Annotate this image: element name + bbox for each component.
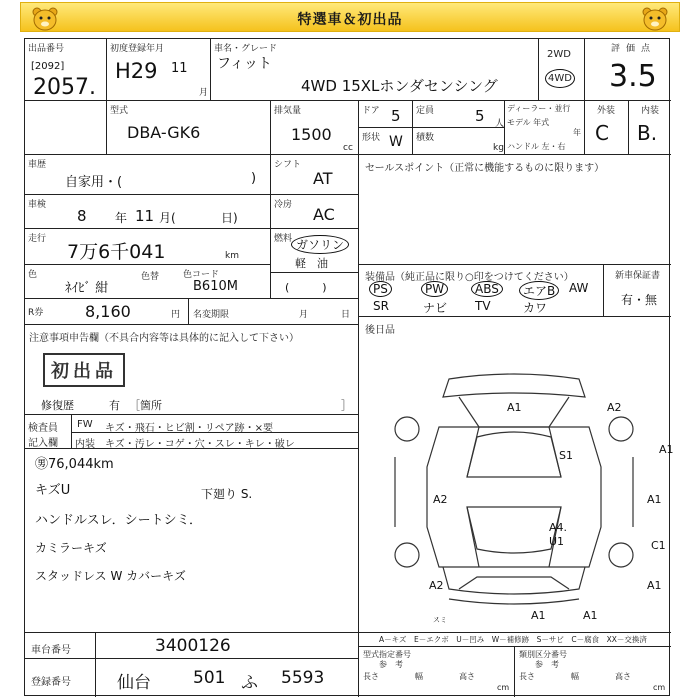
- doors-label: ドア: [362, 106, 380, 116]
- load-label: 積数: [416, 133, 435, 143]
- plate-number: 5593: [281, 668, 325, 688]
- model-year-label: モデル 年式: [507, 118, 550, 127]
- color-label: 色: [28, 270, 38, 280]
- displacement-cell: [271, 101, 359, 155]
- fuel-label: 燃料: [274, 234, 293, 244]
- page-title: 特選車＆初出品: [297, 12, 403, 28]
- name-change-label: 名変期限: [193, 310, 230, 320]
- capacity-label: 定員: [416, 106, 435, 116]
- name-change-cell: [189, 299, 359, 325]
- mileage-cell: [25, 229, 271, 265]
- mascot-bear-icon: [641, 7, 669, 31]
- model-value: DBA-GK6: [127, 123, 201, 142]
- plate-kana: ふ: [241, 673, 258, 693]
- mark-c1: C1: [651, 539, 666, 552]
- int-label: 内装: [641, 106, 660, 116]
- shape-value: W: [389, 134, 403, 150]
- warranty-label: 新車保証書: [615, 271, 661, 281]
- repair-label: 修復歴: [41, 399, 74, 412]
- capacity-value: 5: [475, 107, 485, 125]
- fuel-value: ガソリン: [291, 235, 349, 254]
- handle-label: ハンドル 左・右: [507, 142, 566, 151]
- header-banner: [20, 2, 680, 32]
- equip-leather: カワ: [523, 301, 548, 315]
- dim-cm: cm: [497, 683, 510, 692]
- class-dim-cm: cm: [653, 683, 666, 692]
- class-label: 類別区分番号: [519, 650, 567, 659]
- mark-a2-top: A2: [607, 401, 622, 414]
- sales-label: セールスポイント（正常に機能するものに限ります）: [365, 163, 605, 174]
- remark-line: キズU: [35, 483, 71, 498]
- fw-items: キズ・飛石・ヒビ割・リペア跡・×要: [105, 423, 273, 434]
- fuel-sub: 軽 油: [295, 257, 328, 270]
- remarks-cell: [25, 449, 359, 633]
- inspection-month: 11: [135, 207, 155, 225]
- load-cell: [413, 128, 505, 155]
- int-score: B.: [637, 121, 658, 145]
- shape-label: 形状: [362, 133, 381, 143]
- spec-ref: 参 考: [379, 660, 403, 669]
- drive-4wd: 4WD: [545, 69, 575, 88]
- color-change-label: 色替: [141, 272, 160, 282]
- lot-code: [2092]: [31, 61, 65, 72]
- shift-label: シフト: [274, 160, 302, 170]
- plate-label: 登録番号: [31, 677, 71, 688]
- lot-number: 2057.: [33, 75, 96, 100]
- plate-region: 仙台: [117, 673, 151, 693]
- history-close: ): [251, 171, 257, 186]
- mark-a1-right-top: A1: [659, 443, 674, 456]
- ext-label: 外装: [597, 106, 616, 116]
- mark-a1-top: A1: [507, 401, 522, 414]
- history-cell: [25, 155, 271, 195]
- displacement-value: 1500: [291, 125, 332, 144]
- mark-a1-bot1: A1: [531, 609, 546, 622]
- capacity-cell: [413, 101, 505, 128]
- undercarriage-remark: 下廻り S.: [201, 487, 253, 501]
- rear-seat-label: 後日品: [365, 325, 395, 336]
- first-reg-month: 11: [171, 61, 188, 76]
- year-unit: 年: [573, 128, 581, 137]
- recycle-cell: [25, 299, 189, 325]
- repair-paren: ［箇所: [129, 399, 162, 412]
- mark-s1: S1: [559, 449, 573, 462]
- doors-value: 5: [391, 107, 401, 125]
- score-value: 3.5: [609, 59, 657, 94]
- history-value: 自家用・(: [65, 175, 123, 190]
- mileage-value: 7万6千041: [67, 241, 166, 263]
- frame-number: 3400126: [155, 636, 231, 656]
- ac-label: 冷房: [274, 200, 293, 210]
- car-grade: 4WD 15XLホンダセンシング: [301, 77, 498, 95]
- remark-line: ㊚76,044km: [35, 457, 114, 472]
- displacement-unit: cc: [343, 143, 353, 153]
- capacity-unit: 人: [495, 119, 505, 129]
- recycle-label: R券: [28, 308, 44, 318]
- class-dim-width: 幅: [571, 672, 579, 681]
- dim-height: 高さ: [459, 672, 475, 681]
- equip-navi: ナビ: [423, 301, 448, 315]
- equip-aw: AW: [569, 281, 589, 295]
- dealer-cell: [505, 101, 585, 155]
- mark-a4-u1: A4. U1: [549, 521, 568, 548]
- auction-sheet: [24, 38, 674, 696]
- shape-cell: [359, 128, 413, 155]
- mileage-unit: km: [225, 251, 239, 261]
- class-cell: [515, 647, 671, 697]
- warranty-value: 有・無: [621, 293, 658, 307]
- ac-cell: [271, 195, 359, 229]
- class-dim-length: 長さ: [519, 672, 535, 681]
- dim-width: 幅: [415, 672, 423, 681]
- equipment-label: 装備品（純正品に限り○印をつけてください）: [365, 272, 574, 283]
- color-cell: [25, 265, 271, 299]
- model-label: 型式: [110, 106, 129, 116]
- mark-a1-bot2: A1: [583, 609, 598, 622]
- lot-number-cell: [25, 39, 107, 101]
- score-cell: [585, 39, 671, 101]
- mileage-label: 走行: [28, 234, 47, 244]
- class-ref: 参 考: [535, 660, 559, 669]
- shift-cell: [271, 155, 359, 195]
- equip-pw: PW: [421, 281, 448, 297]
- frame-label: 車台番号: [31, 645, 71, 656]
- remark-line: カミラーキズ: [35, 541, 107, 555]
- first-reg-year: H29: [115, 59, 158, 83]
- first-reg-label: 初度登録年月: [110, 44, 165, 54]
- notes-label: 注意事項申告欄（不具合内容等は具体的に記入して下さい）: [29, 333, 299, 344]
- blank-cell: [25, 101, 107, 155]
- fw-label: FW: [77, 419, 93, 430]
- recycle-unit: 円: [171, 310, 181, 320]
- damage-legend: A－キズ E－エクボ U－凹み W－補修跡 S－サビ C－腐食 XX－交換済: [379, 635, 647, 644]
- first-reg-month-unit: 月: [199, 88, 209, 98]
- first-registration-cell: [107, 39, 211, 101]
- equip-airbag: エアB: [519, 281, 559, 300]
- recycle-value: 8,160: [85, 302, 131, 321]
- frame-cell: [25, 633, 359, 659]
- remark-line: ハンドルスレ．シートシミ．: [35, 513, 203, 528]
- lot-label: 出品番号: [28, 44, 65, 54]
- load-unit: kg: [493, 143, 504, 153]
- plate-class: 501: [193, 668, 226, 688]
- plate-cell: [25, 659, 359, 697]
- mark-a1-right-bot: A1: [647, 579, 662, 592]
- score-label: 評価点: [611, 44, 657, 54]
- fuel-cell: [271, 229, 359, 273]
- inspection-label: 車検: [28, 200, 47, 210]
- mark-a2-left-bot: A2: [429, 579, 444, 592]
- ac-value: AC: [313, 205, 335, 224]
- equip-sr: SR: [373, 299, 389, 313]
- dim-length: 長さ: [363, 672, 379, 681]
- mark-a2-left-top: A2: [433, 493, 448, 506]
- inspection-day-unit: 日): [221, 211, 238, 225]
- interior-items: キズ・汚レ・コゲ・穴・スレ・キレ・破レ: [105, 439, 295, 450]
- inspector-label: 検査員: [28, 423, 58, 434]
- displacement-label: 排気量: [274, 106, 302, 116]
- first-listing-stamp: 初出品: [43, 353, 125, 387]
- color-code: B610M: [193, 279, 238, 294]
- model-cell: [107, 101, 271, 155]
- color-value: ﾈｲﾋﾞ 紺: [65, 281, 109, 296]
- doors-cell: [359, 101, 413, 128]
- repair-value: 有: [109, 399, 120, 412]
- equipment-cell: [359, 265, 671, 317]
- car-name-cell: [211, 39, 539, 101]
- equip-tv: TV: [475, 299, 491, 313]
- name-change-day: 日: [341, 310, 351, 320]
- name-change-month: 月: [299, 310, 309, 320]
- inspection-cell: [25, 195, 271, 229]
- history-label: 車歴: [28, 160, 47, 170]
- repair-close: ］: [341, 399, 352, 412]
- diagram-cell: [359, 317, 674, 633]
- car-name-label: 車名・グレード: [214, 44, 278, 54]
- sales-point-cell: [359, 155, 671, 265]
- drive-cell: [539, 39, 585, 101]
- spec-label: 型式指定番号: [363, 650, 411, 659]
- equip-abs: ABS: [471, 281, 503, 297]
- interior-label: 内装: [75, 439, 95, 450]
- remark-line: スタッドレス W カバーキズ: [35, 569, 186, 583]
- spec-cell: [359, 647, 515, 697]
- color-paren-cell: [271, 273, 359, 299]
- shift-value: AT: [313, 169, 333, 188]
- notes-cell: [25, 325, 359, 415]
- color-paren: ( ): [285, 281, 327, 294]
- mark-sumi: スミ: [433, 616, 447, 624]
- inspection-year-unit: 年: [115, 211, 128, 225]
- inspector-cell: [25, 415, 359, 449]
- mark-a1-right-mid: A1: [647, 493, 662, 506]
- equip-ps: PS: [369, 281, 392, 297]
- car-name: フィット: [217, 56, 272, 72]
- drive-2wd: 2WD: [547, 49, 571, 60]
- ext-int-score-cell: [585, 101, 671, 155]
- dealer-label: ディーラー・並行: [507, 104, 571, 113]
- color-code-label: 色コード: [183, 270, 220, 280]
- inspection-year: 8: [77, 207, 87, 225]
- ext-score: C: [595, 121, 609, 145]
- legend-row: [359, 633, 671, 647]
- class-dim-height: 高さ: [615, 672, 631, 681]
- inspection-month-unit: 月(: [159, 211, 176, 225]
- inspector-label2: 記入欄: [28, 438, 58, 449]
